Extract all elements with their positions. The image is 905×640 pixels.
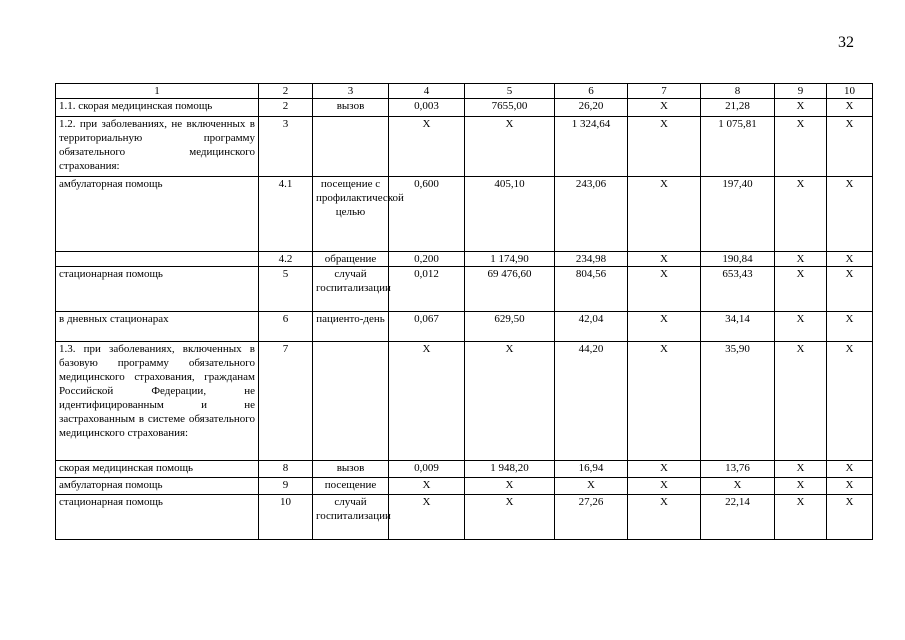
table-cell: 34,14 (701, 312, 775, 342)
table-cell: 0,067 (389, 312, 465, 342)
table-cell: 22,14 (701, 495, 775, 540)
table-cell: 197,40 (701, 177, 775, 252)
table-cell (313, 342, 389, 461)
table-cell: X (628, 461, 701, 478)
table-cell: 1 324,64 (555, 117, 628, 177)
table-cell: X (628, 342, 701, 461)
table-cell: 190,84 (701, 252, 775, 267)
table-cell: 629,50 (465, 312, 555, 342)
header-cell: 2 (259, 84, 313, 99)
table-cell: X (775, 99, 827, 117)
table-cell: X (628, 99, 701, 117)
table-cell: 1 948,20 (465, 461, 555, 478)
table-cell: 21,28 (701, 99, 775, 117)
table-cell: 0,200 (389, 252, 465, 267)
table-cell: вызов (313, 461, 389, 478)
table-cell: X (628, 478, 701, 495)
table-row (56, 99, 873, 117)
table-cell: X (827, 461, 873, 478)
table-cell: 9 (259, 478, 313, 495)
table-cell: 10 (259, 495, 313, 540)
table-row (56, 478, 873, 495)
table-cell: X (389, 478, 465, 495)
table-row (56, 252, 873, 267)
table-row (56, 177, 873, 252)
table-cell: 243,06 (555, 177, 628, 252)
table-cell: X (827, 342, 873, 461)
table-cell: X (628, 252, 701, 267)
header-cell: 6 (555, 84, 628, 99)
table-cell: посещение (313, 478, 389, 495)
table-cell: X (628, 177, 701, 252)
row-label: в дневных стационарах (56, 312, 259, 342)
table-cell: 1 075,81 (701, 117, 775, 177)
table-cell: 0,009 (389, 461, 465, 478)
header-cell: 8 (701, 84, 775, 99)
row-label: 1.3. при заболеваниях, включенных в базовую программу обязательного медицинского страхования, гражданам Российской Федерации, не идентифицированным и не застрахованным в системе обязательного медицинского страхования: (56, 342, 259, 461)
table-cell: 4.2 (259, 252, 313, 267)
table-cell: 6 (259, 312, 313, 342)
table-cell: X (775, 342, 827, 461)
table-cell: X (827, 267, 873, 312)
table-cell: X (775, 267, 827, 312)
table-cell: 42,04 (555, 312, 628, 342)
header-cell: 9 (775, 84, 827, 99)
table-cell: X (827, 252, 873, 267)
table-cell: X (775, 312, 827, 342)
table-cell: X (389, 117, 465, 177)
table-cell: 8 (259, 461, 313, 478)
header-cell: 3 (313, 84, 389, 99)
table-cell: X (389, 495, 465, 540)
table-cell: 35,90 (701, 342, 775, 461)
table-cell: X (775, 461, 827, 478)
row-label: стационарная помощь (56, 267, 259, 312)
table-cell: случай госпитализации (313, 495, 389, 540)
table-cell: X (827, 495, 873, 540)
header-cell: 1 (56, 84, 259, 99)
table-cell: X (775, 478, 827, 495)
table-cell: X (389, 342, 465, 461)
table-row (56, 117, 873, 177)
table-cell: 405,10 (465, 177, 555, 252)
table-header-row (56, 84, 873, 99)
table-cell: X (827, 99, 873, 117)
table-cell: 653,43 (701, 267, 775, 312)
table-cell: 234,98 (555, 252, 628, 267)
table-row (56, 461, 873, 478)
table-cell: X (628, 312, 701, 342)
table-cell: X (465, 117, 555, 177)
page-number: 32 (838, 34, 854, 51)
table-cell: 3 (259, 117, 313, 177)
table-row (56, 312, 873, 342)
table-cell: X (465, 478, 555, 495)
table-cell: X (775, 117, 827, 177)
table-cell: 13,76 (701, 461, 775, 478)
table-cell: пациенто-день (313, 312, 389, 342)
table-row (56, 495, 873, 540)
table-row (56, 342, 873, 461)
row-label: 1.2. при заболеваниях, не включенных в территориальную программу обязательного медицинского страхования: (56, 117, 259, 177)
table-cell: X (775, 177, 827, 252)
table-cell: 44,20 (555, 342, 628, 461)
row-label: амбулаторная помощь (56, 177, 259, 252)
table-cell: 5 (259, 267, 313, 312)
table-cell: вызов (313, 99, 389, 117)
table-cell: 0,012 (389, 267, 465, 312)
table-cell: случай госпитализации (313, 267, 389, 312)
table-cell: X (775, 495, 827, 540)
table-cell: X (827, 312, 873, 342)
table-cell: 0,003 (389, 99, 465, 117)
table-cell: 26,20 (555, 99, 628, 117)
table-cell: X (827, 117, 873, 177)
table-cell: 1 174,90 (465, 252, 555, 267)
table-cell: X (827, 177, 873, 252)
row-label: стационарная помощь (56, 495, 259, 540)
table-cell: 0,600 (389, 177, 465, 252)
row-label: амбулаторная помощь (56, 478, 259, 495)
table-cell: 804,56 (555, 267, 628, 312)
data-table (55, 83, 873, 540)
table-row (56, 267, 873, 312)
row-label: 1.1. скорая медицинская помощь (56, 99, 259, 117)
table-cell: 2 (259, 99, 313, 117)
table-cell: 7655,00 (465, 99, 555, 117)
table-cell: посещение с профилактической целью (313, 177, 389, 252)
table-cell: X (628, 117, 701, 177)
header-cell: 4 (389, 84, 465, 99)
table-cell: X (827, 478, 873, 495)
table-cell (313, 117, 389, 177)
header-cell: 10 (827, 84, 873, 99)
table-cell: X (555, 478, 628, 495)
table-cell: X (628, 267, 701, 312)
table-cell: X (701, 478, 775, 495)
table-cell: 4.1 (259, 177, 313, 252)
table-cell: 16,94 (555, 461, 628, 478)
table-cell: 69 476,60 (465, 267, 555, 312)
table-cell: X (465, 495, 555, 540)
table-cell: 7 (259, 342, 313, 461)
table-cell: X (628, 495, 701, 540)
table-cell: обращение (313, 252, 389, 267)
table-cell: 27,26 (555, 495, 628, 540)
table-cell: X (465, 342, 555, 461)
table-cell: X (775, 252, 827, 267)
row-label (56, 252, 259, 267)
header-cell: 7 (628, 84, 701, 99)
row-label: скорая медицинская помощь (56, 461, 259, 478)
header-cell: 5 (465, 84, 555, 99)
